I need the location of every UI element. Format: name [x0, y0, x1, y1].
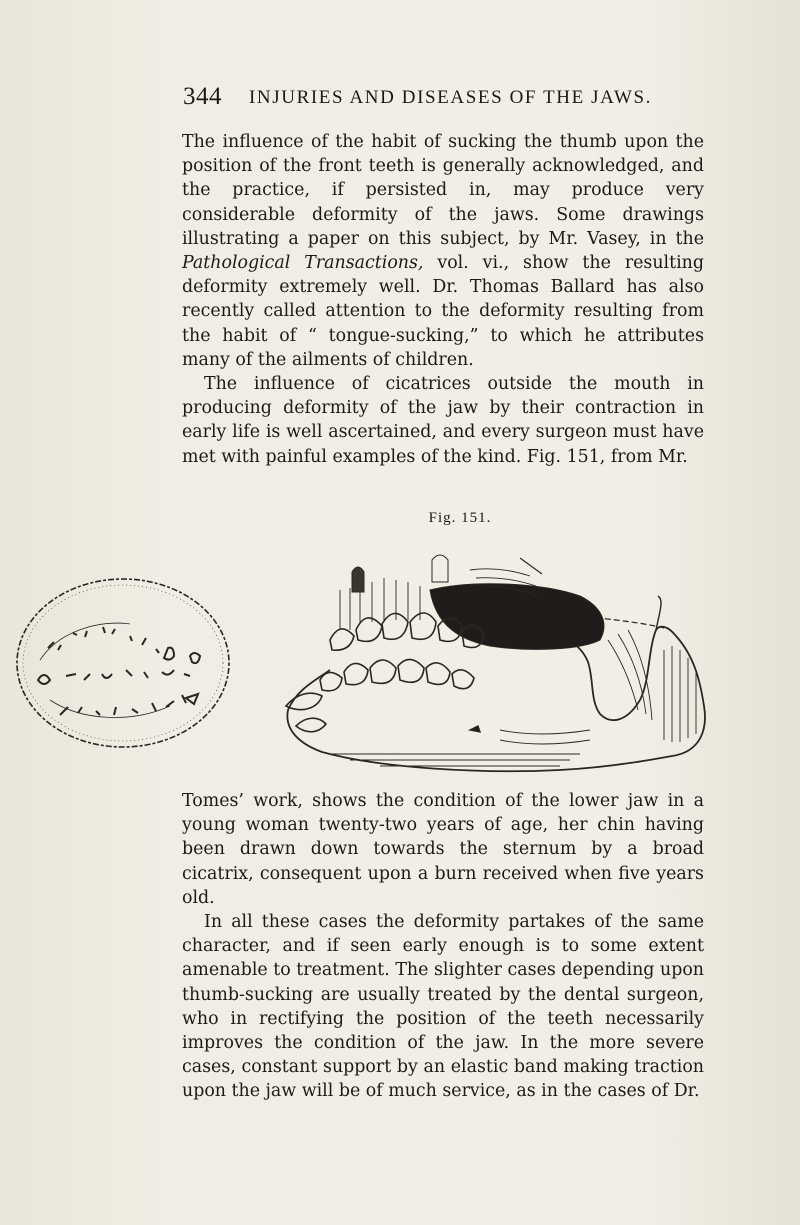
paragraph-text: vol. vi., show the resulting deformity extremely well. Dr. Thomas Ballard has also recently called attention to the deformity resulting from the habit of “ tongue-sucking,” to which he attributes many of the ailments of children.	[182, 253, 704, 370]
paragraph-treatment: In all these cases the deformity partakes of the same character, and if seen early enough is to some extent amenable to treatment. The slighter cases depending upon thumb-sucking are usually treated by the dental surgeon, who in rectifying the position of the teeth necessarily improves the condition of the jaw. In the more severe cases, constant support by an elastic band making traction upon the jaw will be of much service, as in the cases of Dr.	[182, 912, 704, 1102]
running-head: INJURIES AND DISEASES OF THE JAWS.	[249, 87, 653, 108]
paragraph-text: The influence of the habit of sucking the thumb upon the position of the front teeth is generally acknowledged, and the practice, if persisted in, may produce very considerable deformity of the jaws. Some drawings illustrating a paper on this subject, by Mr. Vasey, in the	[182, 132, 704, 249]
journal-title: Pathological Transactions,	[182, 253, 424, 274]
cicatrix-oval	[17, 579, 229, 747]
page-number: 344	[183, 83, 222, 110]
paragraph-tomes: Tomes’ work, shows the condition of the lower jaw in a young woman twenty-two years of age, her chin having been drawn down towards the sternum by a broad cicatrix, consequent upon a burn received when five years old.	[182, 791, 704, 908]
figure-label: Fig. 151.	[428, 510, 492, 526]
jaw-engraving	[0, 530, 800, 790]
figure-151	[0, 530, 800, 790]
body-text-bottom	[182, 789, 704, 1104]
paragraph-thumb-sucking	[182, 130, 704, 372]
mandible-drawing	[286, 555, 705, 771]
paragraph-cicatrices: The influence of cicatrices outside the mouth in producing deformity of the jaw by their contraction in early life is well ascertained, and every surgeon must have met with painful examples of the kind. Fig. 151, from Mr.	[182, 374, 704, 467]
page-header	[183, 83, 703, 113]
body-text-top	[182, 130, 704, 469]
